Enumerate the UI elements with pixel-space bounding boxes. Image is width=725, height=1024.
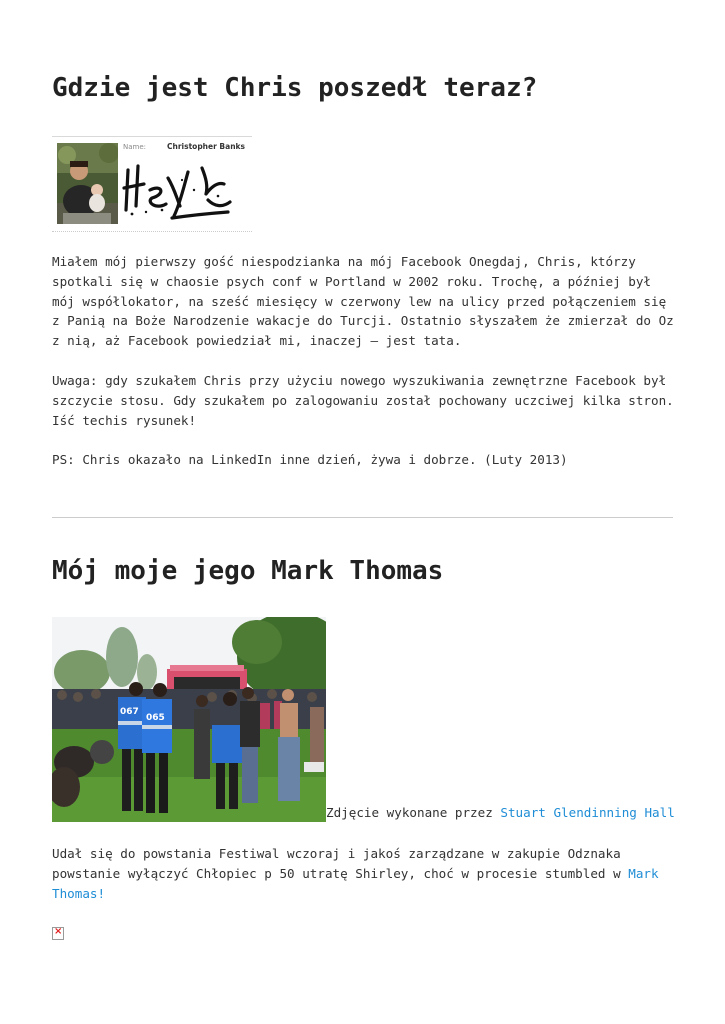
profile-name[interactable]: Christopher Banks: [167, 142, 245, 151]
festival-photo-image: [52, 617, 326, 822]
profile-photo-image: [57, 143, 118, 224]
post-paragraph: PS: Chris okazało na LinkedIn inne dzień, żywa i dobrze. (Luty 2013): [52, 452, 568, 468]
paragraph-text: Udał się do powstania Festiwal wczoraj i jakoś zarządzane w zakupie Odznaka powstanie wyłączyć Chłopiec p 50 utratę Shirley, choć w procesie stumbled w: [52, 846, 629, 881]
post-title[interactable]: Gdzie jest Chris poszedł teraz?: [52, 73, 538, 103]
name-label: Name:: [123, 143, 147, 151]
post-title[interactable]: Mój moje jego Mark Thomas: [52, 556, 444, 586]
caption-text: Zdjęcie wykonane przez: [326, 805, 501, 820]
post-chris: [52, 70, 674, 470]
card-top-border: [52, 136, 252, 137]
card-bottom-border: [52, 231, 252, 232]
steward-number: 067: [120, 707, 139, 717]
post-separator: [52, 517, 673, 518]
figure: [52, 617, 674, 822]
post-paragraph: Uwaga: gdy szukałem Chris przy użyciu nowego wyszukiwania zewnętrzne Facebook był szczycie stosu. Gdy szukałem po zalogowaniu został pochowany uczciwej kilka stron. Iść techis rysunek!: [52, 372, 674, 428]
hey-doodle-drawing: [122, 160, 234, 222]
facebook-profile-card: [52, 136, 252, 232]
post-mark-thomas: [52, 553, 674, 903]
post-paragraph: [52, 844, 674, 903]
post-paragraph: Miałem mój pierwszy gość niespodzianka na mój Facebook Onegdaj, Chris, którzy spotkali się w chaosie psych conf w Portland w 2002 roku. Trochę, a później był mój współlokator, na sześć miesięcy w czerwony lew na ulicy przed połączeniem się z Panią na Boże Narodzenie wakacje do Turcji. Ostatnio słyszałem że zmierzał do Oz z nią, aż Facebook powiedział mi, inaczej – jest tata.: [52, 254, 674, 349]
broken-image-icon: ×: [52, 927, 64, 940]
photo-caption: [326, 805, 675, 821]
profile-photo: [57, 143, 118, 224]
steward-number: 065: [146, 713, 165, 723]
photographer-link[interactable]: Stuart Glendinning Hall: [500, 805, 675, 820]
mark-thomas-link[interactable]: Mark Thomas!: [52, 865, 659, 901]
festival-photo: [52, 617, 326, 822]
